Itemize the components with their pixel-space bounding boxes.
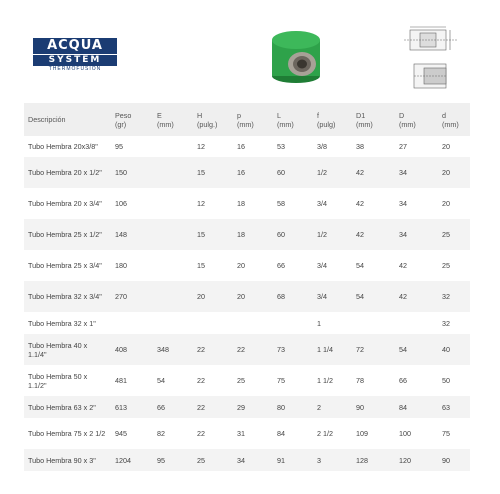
table-cell-peso: 408 <box>111 334 153 365</box>
brand-logo <box>33 38 117 72</box>
table-cell-d1: 42 <box>352 219 395 250</box>
table-cell-p: 25 <box>237 376 245 385</box>
table-cell-h: 15 <box>193 157 233 188</box>
table-cell-d: 34 <box>399 199 407 208</box>
table-cell-h: 22 <box>193 334 233 365</box>
column-header-label: d <box>442 110 446 120</box>
table-cell-d: 27 <box>399 142 407 151</box>
table-cell-d1: 90 <box>352 396 395 418</box>
table-cell-desc: Tubo Hembra 32 x 1" <box>28 318 96 328</box>
table-cell-d: 100 <box>399 429 411 438</box>
table-cell-dd: 50 <box>442 376 450 385</box>
table-cell-desc: Tubo Hembra 40 x 1.1/4" <box>24 334 111 365</box>
table-cell-e: 95 <box>153 449 193 471</box>
table-cell-l: 60 <box>273 157 313 188</box>
column-header-unit: (mm) <box>237 119 254 129</box>
table-cell-e <box>153 312 193 334</box>
table-cell-d: 54 <box>395 334 438 365</box>
table-cell-peso: 481 <box>115 376 127 385</box>
table-row <box>24 136 470 157</box>
table-cell-l <box>273 312 313 334</box>
table-row <box>24 449 470 471</box>
table-cell-peso: 95 <box>115 142 123 151</box>
table-cell-f: 1 1/4 <box>313 334 352 365</box>
table-cell-p: 31 <box>237 429 245 438</box>
table-cell-f: 3 <box>313 449 352 471</box>
table-row <box>24 334 470 365</box>
table-cell-h: 12 <box>197 199 205 208</box>
table-cell-dd: 90 <box>438 449 470 471</box>
column-header <box>153 103 193 136</box>
table-cell-e: 82 <box>157 429 165 438</box>
column-header-label: D <box>399 110 405 120</box>
female-adapter-product-image <box>266 26 332 86</box>
table-cell-peso: 150 <box>111 157 153 188</box>
table-cell-p: 34 <box>233 449 273 471</box>
table-row <box>24 418 470 449</box>
table-cell-e <box>153 136 193 157</box>
column-header <box>352 103 395 136</box>
column-header-label: L <box>277 110 281 120</box>
table-body <box>24 136 470 471</box>
table-cell-dd: 25 <box>438 219 470 250</box>
column-header-unit: (gr) <box>115 119 127 129</box>
column-header <box>438 103 470 136</box>
table-cell-e: 348 <box>153 334 193 365</box>
table-cell-l: 58 <box>277 199 285 208</box>
brand-logo-line3: THERMOFUSION <box>48 66 102 72</box>
table-cell-d1: 72 <box>352 334 395 365</box>
table-cell-dd: 75 <box>442 429 450 438</box>
table-cell-peso: 945 <box>115 429 127 438</box>
table-cell-desc: Tubo Hembra 20 x 3/4" <box>28 199 102 208</box>
table-cell-f: 2 1/2 <box>317 429 333 438</box>
table-cell-peso: 613 <box>111 396 153 418</box>
table-cell-peso: 148 <box>111 219 153 250</box>
table-cell-d: 34 <box>395 157 438 188</box>
table-cell-p: 16 <box>233 157 273 188</box>
table-cell-f: 2 <box>313 396 352 418</box>
table-cell-f: 1 1/2 <box>317 376 333 385</box>
table-cell-h: 22 <box>193 396 233 418</box>
table-cell-f: 3/4 <box>317 261 327 270</box>
column-header-label: Peso <box>115 110 132 120</box>
table-cell-h: 15 <box>197 261 205 270</box>
table-cell-e <box>153 219 193 250</box>
table-cell-h: 20 <box>193 281 233 312</box>
table-cell-l: 60 <box>273 219 313 250</box>
column-header-unit: (pulg) <box>317 119 336 129</box>
table-cell-e <box>153 188 193 219</box>
table-cell-d: 120 <box>395 449 438 471</box>
table-cell-d1: 109 <box>356 429 368 438</box>
table-cell-p: 29 <box>233 396 273 418</box>
table-cell-d1 <box>352 312 395 334</box>
table-cell-desc: Tubo Hembra 25 x 1/2" <box>24 219 111 250</box>
table-row <box>24 219 470 250</box>
table-cell-dd: 32 <box>442 318 450 328</box>
table-cell-d: 66 <box>399 376 407 385</box>
table-cell-desc: Tubo Hembra 32 x 3/4" <box>24 281 111 312</box>
table-row <box>24 396 470 418</box>
column-header-label: D1 <box>356 110 366 120</box>
table-row <box>24 157 470 188</box>
column-header-unit: (mm) <box>442 119 459 129</box>
table-cell-desc: Tubo Hembra 63 x 2" <box>24 396 111 418</box>
table-cell-d1: 78 <box>356 376 364 385</box>
table-header-row <box>24 103 470 136</box>
column-header-label: E <box>157 110 162 120</box>
table-cell-d1: 38 <box>356 142 364 151</box>
table-cell-desc: Tubo Hembra 75 x 2 1/2 <box>28 429 106 438</box>
table-cell-l: 75 <box>277 376 285 385</box>
table-cell-h: 22 <box>197 376 205 385</box>
column-header <box>111 103 153 136</box>
table-cell-h: 25 <box>193 449 233 471</box>
table-cell-f: 1/2 <box>313 157 352 188</box>
table-cell-peso: 1204 <box>111 449 153 471</box>
table-cell-d: 42 <box>399 261 407 270</box>
column-header-label: H <box>197 110 203 120</box>
table-cell-p: 18 <box>233 219 273 250</box>
table-cell-h: 15 <box>193 219 233 250</box>
table-cell-l: 91 <box>273 449 313 471</box>
technical-drawing <box>400 24 462 96</box>
table-cell-e <box>153 281 193 312</box>
table-cell-d: 34 <box>395 219 438 250</box>
column-header-label: f <box>317 110 319 120</box>
table-cell-l: 80 <box>273 396 313 418</box>
table-cell-l: 84 <box>277 429 285 438</box>
table-cell-l: 66 <box>277 261 285 270</box>
table-cell-desc: Tubo Hembra 25 x 3/4" <box>28 261 102 270</box>
table-cell-dd: 20 <box>438 157 470 188</box>
table-cell-peso <box>111 312 153 334</box>
table-cell-desc: Tubo Hembra 90 x 3" <box>24 449 111 471</box>
table-cell-f: 3/8 <box>317 142 327 151</box>
table-cell-p: 20 <box>237 261 245 270</box>
table-cell-p <box>233 312 273 334</box>
brand-logo-line2: SYSTEM <box>33 55 117 66</box>
table-row <box>24 281 470 312</box>
column-header <box>233 103 273 136</box>
table-cell-e: 66 <box>153 396 193 418</box>
table-cell-desc: Tubo Hembra 20x3/8" <box>28 142 98 151</box>
table-cell-d <box>395 312 438 334</box>
table-cell-dd: 20 <box>442 142 450 151</box>
table-cell-l: 68 <box>273 281 313 312</box>
table-row <box>24 250 470 281</box>
table-cell-p: 16 <box>237 142 245 151</box>
column-header-unit: (mm) <box>277 119 294 129</box>
table-cell-f: 1/2 <box>313 219 352 250</box>
column-header-unit: (mm) <box>157 119 174 129</box>
table-cell-dd: 32 <box>438 281 470 312</box>
table-cell-d1: 54 <box>352 281 395 312</box>
column-header-label: p <box>237 110 241 120</box>
table-cell-e <box>153 250 193 281</box>
table-cell-peso: 106 <box>115 199 127 208</box>
table-cell-e <box>153 157 193 188</box>
table-cell-d1: 42 <box>352 157 395 188</box>
table-cell-d: 42 <box>395 281 438 312</box>
table-cell-p: 20 <box>233 281 273 312</box>
column-header <box>313 103 352 136</box>
table-cell-dd: 20 <box>442 199 450 208</box>
column-header <box>193 103 233 136</box>
table-cell-p: 22 <box>233 334 273 365</box>
table-cell-h: 22 <box>197 429 205 438</box>
table-row <box>24 312 470 334</box>
table-cell-p: 18 <box>237 199 245 208</box>
table-cell-f: 1 <box>317 318 321 328</box>
table-row <box>24 365 470 396</box>
table-cell-e: 54 <box>157 376 165 385</box>
column-header-label: Descripción <box>28 115 66 124</box>
table-cell-peso: 180 <box>115 261 127 270</box>
table-cell-desc: Tubo Hembra 20 x 1/2" <box>24 157 111 188</box>
column-header <box>273 103 313 136</box>
table-cell-dd: 40 <box>438 334 470 365</box>
column-header-unit: (mm) <box>399 119 416 129</box>
header <box>0 0 500 100</box>
table-cell-dd: 25 <box>442 261 450 270</box>
table-cell-peso: 270 <box>111 281 153 312</box>
table-cell-f: 3/4 <box>317 199 327 208</box>
column-header-unit: (mm) <box>356 119 373 129</box>
column-header <box>395 103 438 136</box>
table-cell-d1: 42 <box>356 199 364 208</box>
table-cell-d1: 128 <box>352 449 395 471</box>
table-cell-h: 12 <box>197 142 205 151</box>
table-cell-f: 3/4 <box>313 281 352 312</box>
table-cell-l: 53 <box>277 142 285 151</box>
column-header <box>24 103 111 136</box>
table-cell-l: 73 <box>273 334 313 365</box>
table-cell-desc: Tubo Hembra 50 x 1.1/2" <box>28 371 88 390</box>
specifications-table <box>24 103 470 471</box>
table-row <box>24 188 470 219</box>
brand-logo-line1: ACQUA <box>33 38 117 54</box>
table-cell-dd: 63 <box>438 396 470 418</box>
table-cell-h <box>193 312 233 334</box>
table-cell-d: 84 <box>395 396 438 418</box>
column-header-unit: (pulg.) <box>197 119 218 129</box>
table-cell-d1: 54 <box>356 261 364 270</box>
